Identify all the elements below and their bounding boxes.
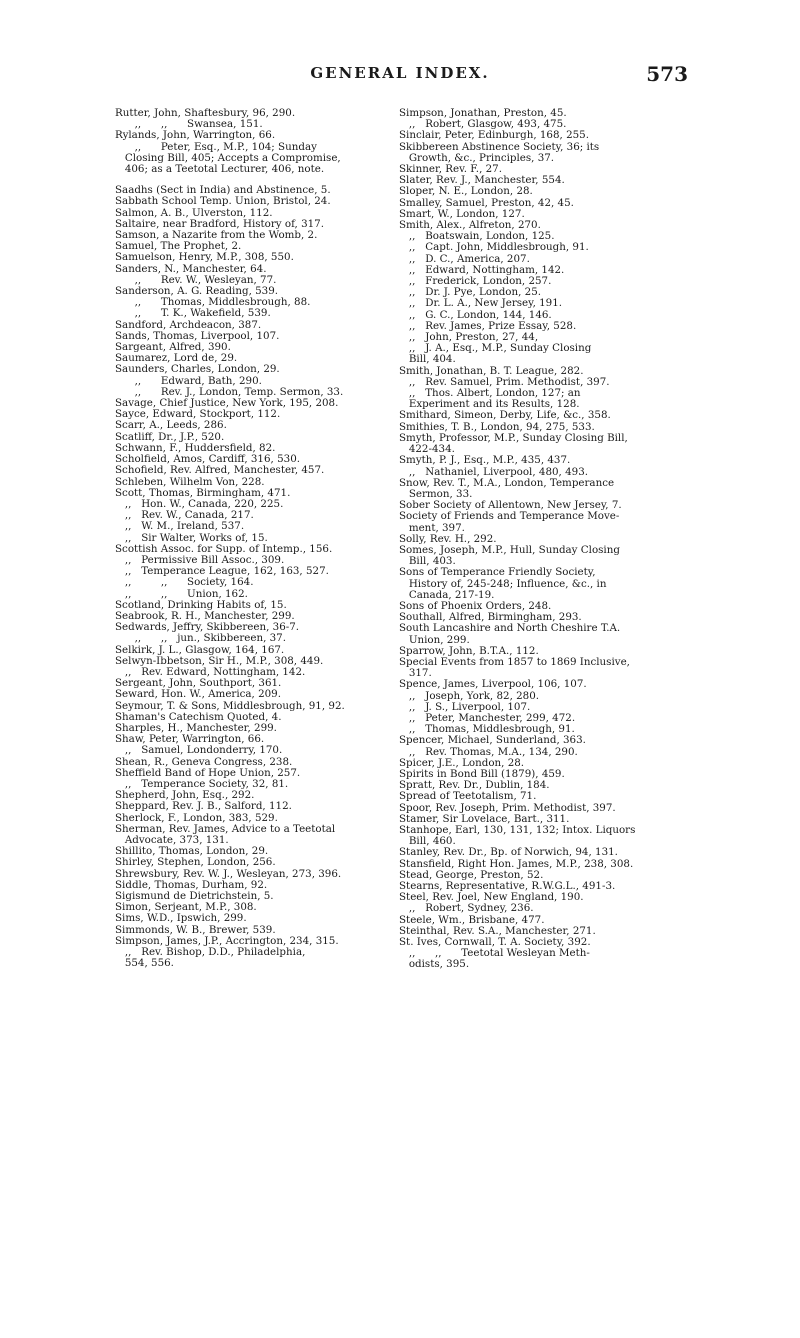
index-entry: ,, Rev. James, Prize Essay, 528. <box>399 319 577 332</box>
index-entry: Stead, George, Preston, 52. <box>399 868 544 881</box>
index-entry: Shaman's Catechism Quoted, 4. <box>115 710 282 723</box>
index-entry: ,, Thomas, Middlesbrough, 88. <box>115 296 311 309</box>
index-entry: ,, Thos. Albert, London, 127; an <box>399 387 581 400</box>
index-entry: Advocate, 373, 131. <box>115 834 229 846</box>
index-entry: Skinner, Rev. F., 27. <box>399 163 503 176</box>
index-entry: Selkirk, J. L., Glasgow, 164, 167. <box>115 643 285 656</box>
index-entry: Smalley, Samuel, Preston, 42, 45. <box>399 196 574 209</box>
index-entry: Sands, Thomas, Liverpool, 107. <box>115 329 280 342</box>
index-entry: Sargeant, Alfred, 390. <box>115 341 231 354</box>
index-entry: Bill, 404. <box>399 353 456 366</box>
page-header <box>0 64 800 100</box>
index-entry: 554, 556. <box>115 957 174 970</box>
index-entry: odists, 395. <box>399 958 470 971</box>
index-entry: Scotland, Drinking Habits of, 15. <box>115 598 287 611</box>
index-entry: Smyth, P. J., Esq., M.P., 435, 437. <box>399 454 571 467</box>
index-entry: ,, Rev. Bishop, D.D., Philadelphia, <box>115 946 306 959</box>
index-entry: Sanderson, A. G. Reading, 539. <box>115 285 279 298</box>
index-entry: ,, Hon. W., Canada, 220, 225. <box>115 497 284 510</box>
index-entry: Growth, &c., Principles, 37. <box>399 151 555 164</box>
index-entry: Shepherd, John, Esq., 292. <box>115 789 255 802</box>
index-entry: Spicer, J.E., London, 28. <box>399 756 525 769</box>
index-entry: Stamer, Sir Lovelace, Bart., 311. <box>399 812 570 825</box>
index-entry: ,, Rev. J., London, Temp. Sermon, 33. <box>115 385 344 398</box>
index-entry: ,, Joseph, York, 82, 280. <box>399 689 540 702</box>
index-entry: Society of Friends and Temperance Move- <box>399 510 620 523</box>
index-entry: Skibbereen Abstinence Society, 36; its <box>399 140 600 153</box>
index-entry: Bill, 403. <box>399 555 456 568</box>
index-entry: Smithard, Simeon, Derby, Life, &c., 358. <box>399 409 611 422</box>
index-entry: Sharples, H., Manchester, 299. <box>115 721 277 734</box>
index-entry: Sheffield Band of Hope Union, 257. <box>115 766 301 779</box>
index-entry: Shaw, Peter, Warrington, 66. <box>115 733 265 746</box>
index-entry: ,, Boatswain, London, 125. <box>399 230 555 243</box>
index-entry: Samuel, The Prophet, 2. <box>115 240 242 253</box>
index-entry: ,, Rev. W., Canada, 217. <box>115 509 254 522</box>
index-entry: Salmon, A. B., Ulverston, 112. <box>115 206 273 219</box>
index-entry: ment, 397. <box>399 521 465 534</box>
index-entry: ,, Edward, Nottingham, 142. <box>399 263 565 276</box>
index-entry: ,, Peter, Manchester, 299, 472. <box>399 711 576 724</box>
index-entry: Shillito, Thomas, London, 29. <box>115 845 269 858</box>
index-entry: Sparrow, John, B.T.A., 112. <box>399 644 539 657</box>
index-entry: Shrewsbury, Rev. W. J., Wesleyan, 273, 396. <box>115 867 342 880</box>
index-entry: Somes, Joseph, M.P., Hull, Sunday Closing <box>399 543 620 556</box>
index-entry: Sandford, Archdeacon, 387. <box>115 318 262 331</box>
index-entry: Stearns, Representative, R.W.G.L., 491-3. <box>399 880 616 893</box>
index-entry: Closing Bill, 405; Accepts a Compromise, <box>115 151 341 164</box>
index-entry: Saadhs (Sect in India) and Abstinence, 5. <box>115 184 331 197</box>
index-entry: Simmonds, W. B., Brewer, 539. <box>115 923 276 936</box>
index-entry: Stansfield, Right Hon. James, M.P., 238, 308. <box>399 857 634 870</box>
index-entry: Snow, Rev. T., M.A., London, Temperance <box>399 476 615 489</box>
index-entry: ,, Temperance Society, 32, 81. <box>115 777 289 790</box>
index-entry: Smith, Alex., Alfreton, 270. <box>399 219 541 232</box>
index-entry: Scott, Thomas, Birmingham, 471. <box>115 486 291 499</box>
index-entry: Sherlock, F., London, 383, 529. <box>115 811 278 824</box>
index-entry: Sober Society of Allentown, New Jersey, 7. <box>399 499 622 512</box>
index-entry: Sinclair, Peter, Edinburgh, 168, 255. <box>399 129 590 142</box>
index-entry: ,, Robert, Glasgow, 493, 475. <box>399 118 567 131</box>
index-entry: Savage, Chief Justice, New York, 195, 208. <box>115 397 339 410</box>
index-entry: ,, Permissive Bill Assoc., 309. <box>115 553 285 566</box>
index-entry: Sheppard, Rev. J. B., Salford, 112. <box>115 800 292 813</box>
index-entry: Shean, R., Geneva Congress, 238. <box>115 755 293 768</box>
index-entry: ,, Robert, Sydney, 236. <box>399 902 534 915</box>
index-column-left <box>115 108 400 969</box>
index-entry: Sims, W.D., Ipswich, 299. <box>115 912 247 925</box>
index-entry: ,, Rev. Edward, Nottingham, 142. <box>115 665 306 678</box>
index-entry: Sedwards, Jeffry, Skibbereen, 36-7. <box>115 621 300 634</box>
index-entry: ,, ,, Teetotal Wesleyan Meth- <box>399 947 590 960</box>
index-entry: ,, ,, Union, 162. <box>115 587 248 600</box>
index-entry: ,, Rev. W., Wesleyan, 77. <box>115 273 277 286</box>
index-entry: Solly, Rev. H., 292. <box>399 532 497 545</box>
index-entry: ,, G. C., London, 144, 146. <box>399 308 552 321</box>
index-entry: Smart, W., London, 127. <box>399 207 525 220</box>
index-entry: Spence, James, Liverpool, 106, 107. <box>399 678 587 691</box>
index-entry: Experiment and its Results, 128. <box>399 398 580 411</box>
index-entry: ,, D. C., America, 207. <box>399 252 530 265</box>
index-entry: ,, Peter, Esq., M.P., 104; Sunday <box>115 140 317 153</box>
index-entry: Smithies, T. B., London, 94, 275, 533. <box>399 420 595 433</box>
index-entry: Sabbath School Temp. Union, Bristol, 24. <box>115 195 331 208</box>
index-entry: History of, 245-248; Influence, &c., in <box>399 577 607 590</box>
index-entry: ,, ,, jun., Skibbereen, 37. <box>115 632 286 645</box>
index-entry: Steel, Rev. Joel, New England, 190. <box>399 891 584 904</box>
index-entry: ,, Capt. John, Middlesbrough, 91. <box>399 241 589 254</box>
index-entry: ,, J. A., Esq., M.P., Sunday Closing <box>399 342 592 355</box>
index-entry: Siddle, Thomas, Durham, 92. <box>115 878 268 891</box>
index-entry: Simpson, James, J.P., Accrington, 234, 315. <box>115 934 339 947</box>
index-entry: Spencer, Michael, Sunderland, 363. <box>399 734 586 747</box>
index-entry: Scarr, A., Leeds, 286. <box>115 419 227 432</box>
index-entry: Canada, 217-19. <box>399 588 495 601</box>
index-entry: Schwann, F., Huddersfield, 82. <box>115 441 276 454</box>
index-entry: ,, Dr. L. A., New Jersey, 191. <box>399 297 563 310</box>
index-entry: ,, Nathaniel, Liverpool, 480, 493. <box>399 465 589 478</box>
index-entry: Sermon, 33. <box>399 487 473 500</box>
index-entry: Steele, Wm., Brisbane, 477. <box>399 913 545 926</box>
index-entry: Stanhope, Earl, 130, 131, 132; Intox. Liquors <box>399 824 636 836</box>
index-entry: ,, Temperance League, 162, 163, 527. <box>115 565 329 578</box>
index-entry: 406; as a Teetotal Lecturer, 406, note. <box>115 163 325 176</box>
index-entry: Seabrook, R. H., Manchester, 299. <box>115 609 295 622</box>
index-entry: Spoor, Rev. Joseph, Prim. Methodist, 397. <box>399 801 616 814</box>
index-entry: Selwyn-Ibbetson, Sir H., M.P., 308, 449. <box>115 654 324 667</box>
index-entry: Rylands, John, Warrington, 66. <box>115 129 276 142</box>
index-entry: Scottish Assoc. for Supp. of Intemp., 156. <box>115 542 333 555</box>
index-entry: Sayce, Edward, Stockport, 112. <box>115 408 281 421</box>
index-entry: Sons of Phoenix Orders, 248. <box>399 599 552 612</box>
index-column-right <box>399 108 702 971</box>
index-entry: Spratt, Rev. Dr., Dublin, 184. <box>399 779 550 792</box>
index-entry: Schleben, Wilhelm Von, 228. <box>115 475 265 488</box>
index-entry: Union, 299. <box>399 633 470 646</box>
index-entry: Smith, Jonathan, B. T. League, 282. <box>399 364 584 377</box>
index-entry: Bill, 460. <box>399 835 456 848</box>
index-entry: Sergeant, John, Southport, 361. <box>115 677 282 690</box>
index-entry: Samson, a Nazarite from the Womb, 2. <box>115 229 318 242</box>
index-entry: Special Events from 1857 to 1869 Inclusive, <box>399 655 630 668</box>
index-entry: Sloper, N. E., London, 28. <box>399 185 533 198</box>
page-number: 573 <box>646 62 688 86</box>
index-entry: ,, Dr. J. Pye, London, 25. <box>399 286 542 299</box>
index-entry: Sons of Temperance Friendly Society, <box>399 566 596 579</box>
index-entry: Simon, Serjeant, M.P., 308. <box>115 901 257 914</box>
index-entry: Saumarez, Lord de, 29. <box>115 352 238 365</box>
index-entry: Scatliff, Dr., J.P., 520. <box>115 430 225 443</box>
index-entry: Stanley, Rev. Dr., Bp. of Norwich, 94, 131. <box>399 846 618 859</box>
index-entry: Seymour, T. & Sons, Middlesbrough, 91, 92. <box>115 699 345 712</box>
index-entry: Spirits in Bond Bill (1879), 459. <box>399 767 565 780</box>
index-entry: ,, T. K., Wakefield, 539. <box>115 307 271 320</box>
index-entry: Sanders, N., Manchester, 64. <box>115 262 267 275</box>
index-entry: ,, John, Preston, 27, 44, <box>399 331 539 344</box>
index-entry: ,, Sir Walter, Works of, 15. <box>115 531 268 544</box>
index-entry: Saunders, Charles, London, 29. <box>115 363 280 376</box>
index-entry: ,, Samuel, Londonderry, 170. <box>115 744 283 757</box>
index-entry: Spread of Teetotalism, 71. <box>399 790 537 803</box>
index-entry: ,, J. S., Liverpool, 107. <box>399 700 531 713</box>
index-entry: ,, Edward, Bath, 290. <box>115 374 262 387</box>
index-entry: Schofield, Rev. Alfred, Manchester, 457. <box>115 464 325 477</box>
index-entry: ,, ,, Swansea, 151. <box>115 118 263 131</box>
index-entry: Shirley, Stephen, London, 256. <box>115 856 276 869</box>
index-entry: 422-434. <box>399 443 455 456</box>
index-entry: ,, Thomas, Middlesbrough, 91. <box>399 723 575 736</box>
index-entry: ,, W. M., Ireland, 537. <box>115 520 245 533</box>
page-title: GENERAL INDEX. <box>310 64 490 82</box>
index-entry: Sigismund de Dietrichstein, 5. <box>115 890 274 903</box>
index-entry: Southall, Alfred, Birmingham, 293. <box>399 611 582 624</box>
index-entry: ,, Rev. Thomas, M.A., 134, 290. <box>399 745 578 758</box>
index-entry: St. Ives, Cornwall, T. A. Society, 392. <box>399 936 591 949</box>
index-entry: Seward, Hon. W., America, 209. <box>115 688 282 701</box>
index-entry: Smyth, Professor, M.P., Sunday Closing Bill, <box>399 431 628 444</box>
index-entry: Simpson, Jonathan, Preston, 45. <box>399 107 567 119</box>
index-entry: Samuelson, Henry, M.P., 308, 550. <box>115 251 294 264</box>
index-entry: Scholfield, Amos, Cardiff, 316, 530. <box>115 453 301 466</box>
index-entry: Rutter, John, Shaftesbury, 96, 290. <box>115 107 296 119</box>
index-entry: ,, Rev. Samuel, Prim. Methodist, 397. <box>399 375 610 388</box>
index-entry: Saltaire, near Bradford, History of, 317. <box>115 217 324 230</box>
index-entry: ,, Frederick, London, 257. <box>399 275 552 288</box>
index-entry: Steinthal, Rev. S.A., Manchester, 271. <box>399 924 596 937</box>
index-entry: Sherman, Rev. James, Advice to a Teetotal <box>115 822 336 835</box>
index-entry: ,, ,, Society, 164. <box>115 576 254 589</box>
index-entry: South Lancashire and North Cheshire T.A. <box>399 622 621 635</box>
index-entry: 317. <box>399 667 432 680</box>
index-entry: Slater, Rev. J., Manchester, 554. <box>399 174 565 187</box>
